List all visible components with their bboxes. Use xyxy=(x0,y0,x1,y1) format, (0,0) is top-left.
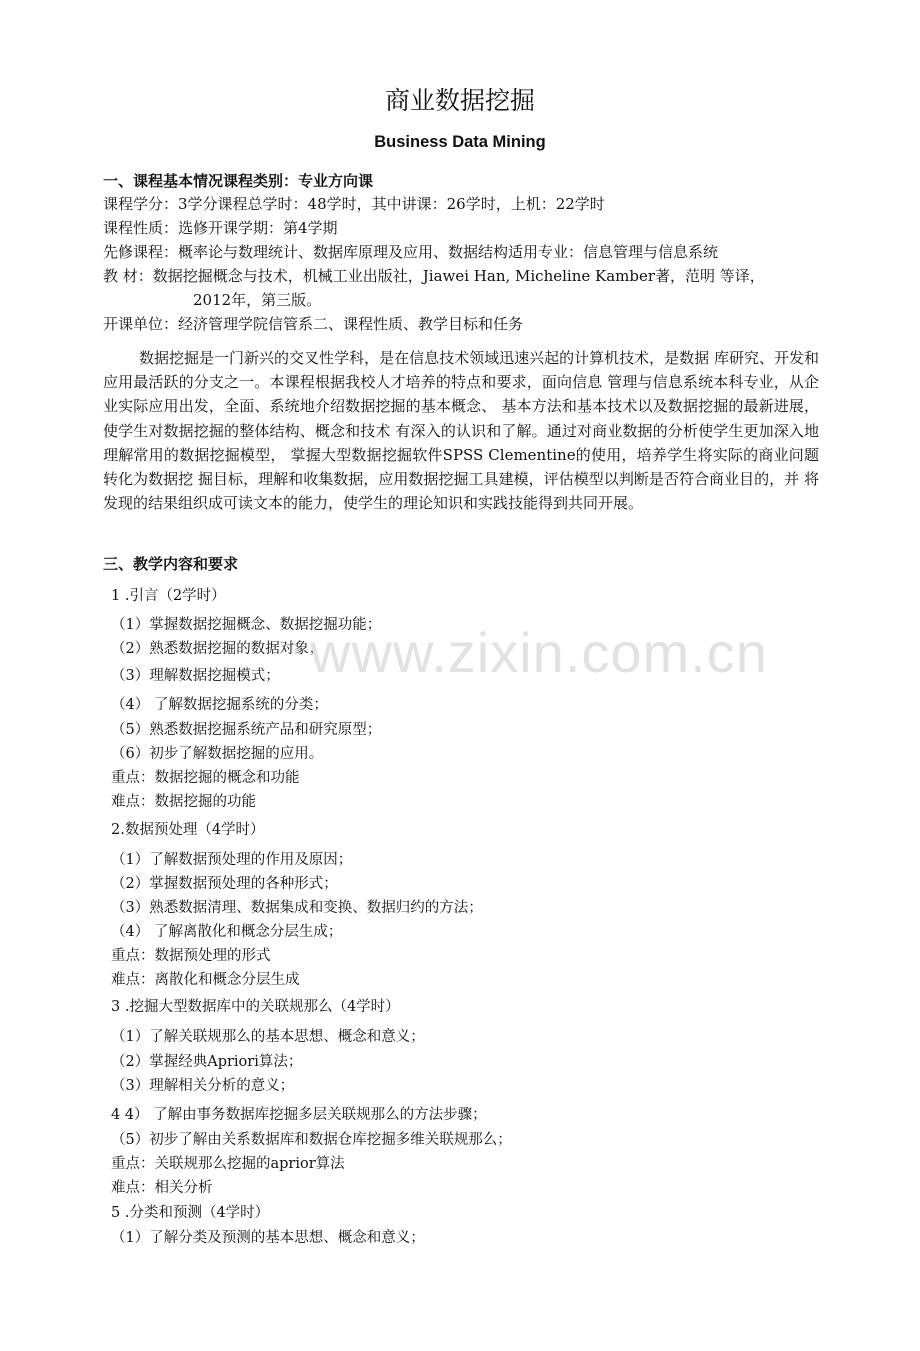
content-line: 重点：数据预处理的形式 xyxy=(111,948,271,964)
content-line: 5 .分类和预测（4学时） xyxy=(111,1205,270,1221)
section3-heading: 三、教学内容和要求 xyxy=(103,555,239,573)
content-line: （2）掌握数据预处理的各种形式； xyxy=(111,876,338,892)
info-line-edition: 2012年，第三版。 xyxy=(193,291,322,309)
content-line: （3）理解相关分析的意义； xyxy=(111,1078,295,1094)
content-line: 3 .挖掘大型数据库中的关联规那么（4学时） xyxy=(111,999,400,1015)
content-line: 难点：离散化和概念分层生成 xyxy=(111,972,300,988)
content-line: 难点：相关分析 xyxy=(111,1180,213,1196)
content-line: 重点：数据挖掘的概念和功能 xyxy=(111,770,300,786)
content-line: （3）理解数据挖掘模式； xyxy=(111,668,280,684)
content-line: （4） 了解数据挖掘系统的分类； xyxy=(111,697,328,713)
document-title: 商业数据挖掘 xyxy=(384,86,535,115)
intro-paragraph: 数据挖掘是一门新兴的交叉性学科，是在信息技术领域迅速兴起的计算机技术，是数据 库研究、开发和应用最活跃的分支之一。本课程根据我校人才培养的特点和要求，面向信息 管理与信息系统本科专业，从企业实际应用出发，全面、系统地介绍数据挖掘的基本概念、 基本方法和基本技术以及数据挖掘的最新进展，使学生对数据挖掘的整体结构、概念和技术 有深入的认识和了解。通过对商业数据的分析使学生更加深入地理解常用的数据挖掘模型， 掌握大型数据挖掘软件SPSS Clementine的使用，培养学生将实际的商业问题转化为数据挖 掘目标，理解和收集数据，应用数据挖掘工具建模，评估模型以判断是否符合商业目的，并 将发现的结果组织成可读文本的能力，使学生的理论知识和实践技能得到共同开展。 xyxy=(103,349,819,513)
content-line: （2）掌握经典Apriori算法； xyxy=(111,1054,303,1070)
info-line-unit: 开课单位：经济管理学院信管系二、课程性质、教学目标和任务 xyxy=(103,315,524,333)
watermark: www.zixin.com.cn xyxy=(310,621,768,684)
content-line: 1 .引言（2学时） xyxy=(111,588,226,604)
content-line: （4） 了解离散化和概念分层生成； xyxy=(111,924,343,940)
info-line-textbook: 教 材：数据挖掘概念与技术，机械工业出版社，Jiawei Han, Micheline Kamber著，范明 等译， xyxy=(103,267,765,285)
content-line: （3）熟悉数据清理、数据集成和变换、数据归约的方法； xyxy=(111,900,483,916)
content-line: （6）初步了解数据挖掘的应用。 xyxy=(111,746,324,762)
content-line: 2.数据预处理（4学时） xyxy=(111,822,265,838)
content-line: 4 4） 了解由事务数据库挖掘多层关联规那么的方法步骤； xyxy=(111,1107,487,1123)
content-line: （1）了解关联规那么的基本思想、概念和意义； xyxy=(111,1029,425,1045)
content-line: （1）了解数据预处理的作用及原因； xyxy=(111,852,353,868)
info-line-nature: 课程性质：选修开课学期：第4学期 xyxy=(103,219,338,237)
section1-heading: 一、课程基本情况课程类别：专业方向课 xyxy=(103,172,374,190)
document-subtitle: Business Data Mining xyxy=(374,133,546,151)
info-line-prereq: 先修课程：概率论与数理统计、数据库原理及应用、数据结构适用专业：信息管理与信息系统 xyxy=(103,243,719,261)
content-line: （1）掌握数据挖掘概念、数据挖掘功能； xyxy=(111,617,382,633)
content-line: 难点：数据挖掘的功能 xyxy=(111,794,256,810)
content-line: （1）了解分类及预测的基本思想、概念和意义； xyxy=(111,1230,425,1246)
content-line: （5）初步了解由关系数据库和数据仓库挖掘多维关联规那么； xyxy=(111,1132,512,1148)
content-line: 重点：关联规那么挖掘的aprior算法 xyxy=(111,1156,345,1172)
content-line: （2）熟悉数据挖掘的数据对象； xyxy=(111,641,324,657)
info-line-credits: 课程学分：3学分课程总学时：48学时，其中讲课：26学时，上机：22学时 xyxy=(103,195,605,213)
content-line: （5）熟悉数据挖掘系统产品和研究原型； xyxy=(111,722,382,738)
